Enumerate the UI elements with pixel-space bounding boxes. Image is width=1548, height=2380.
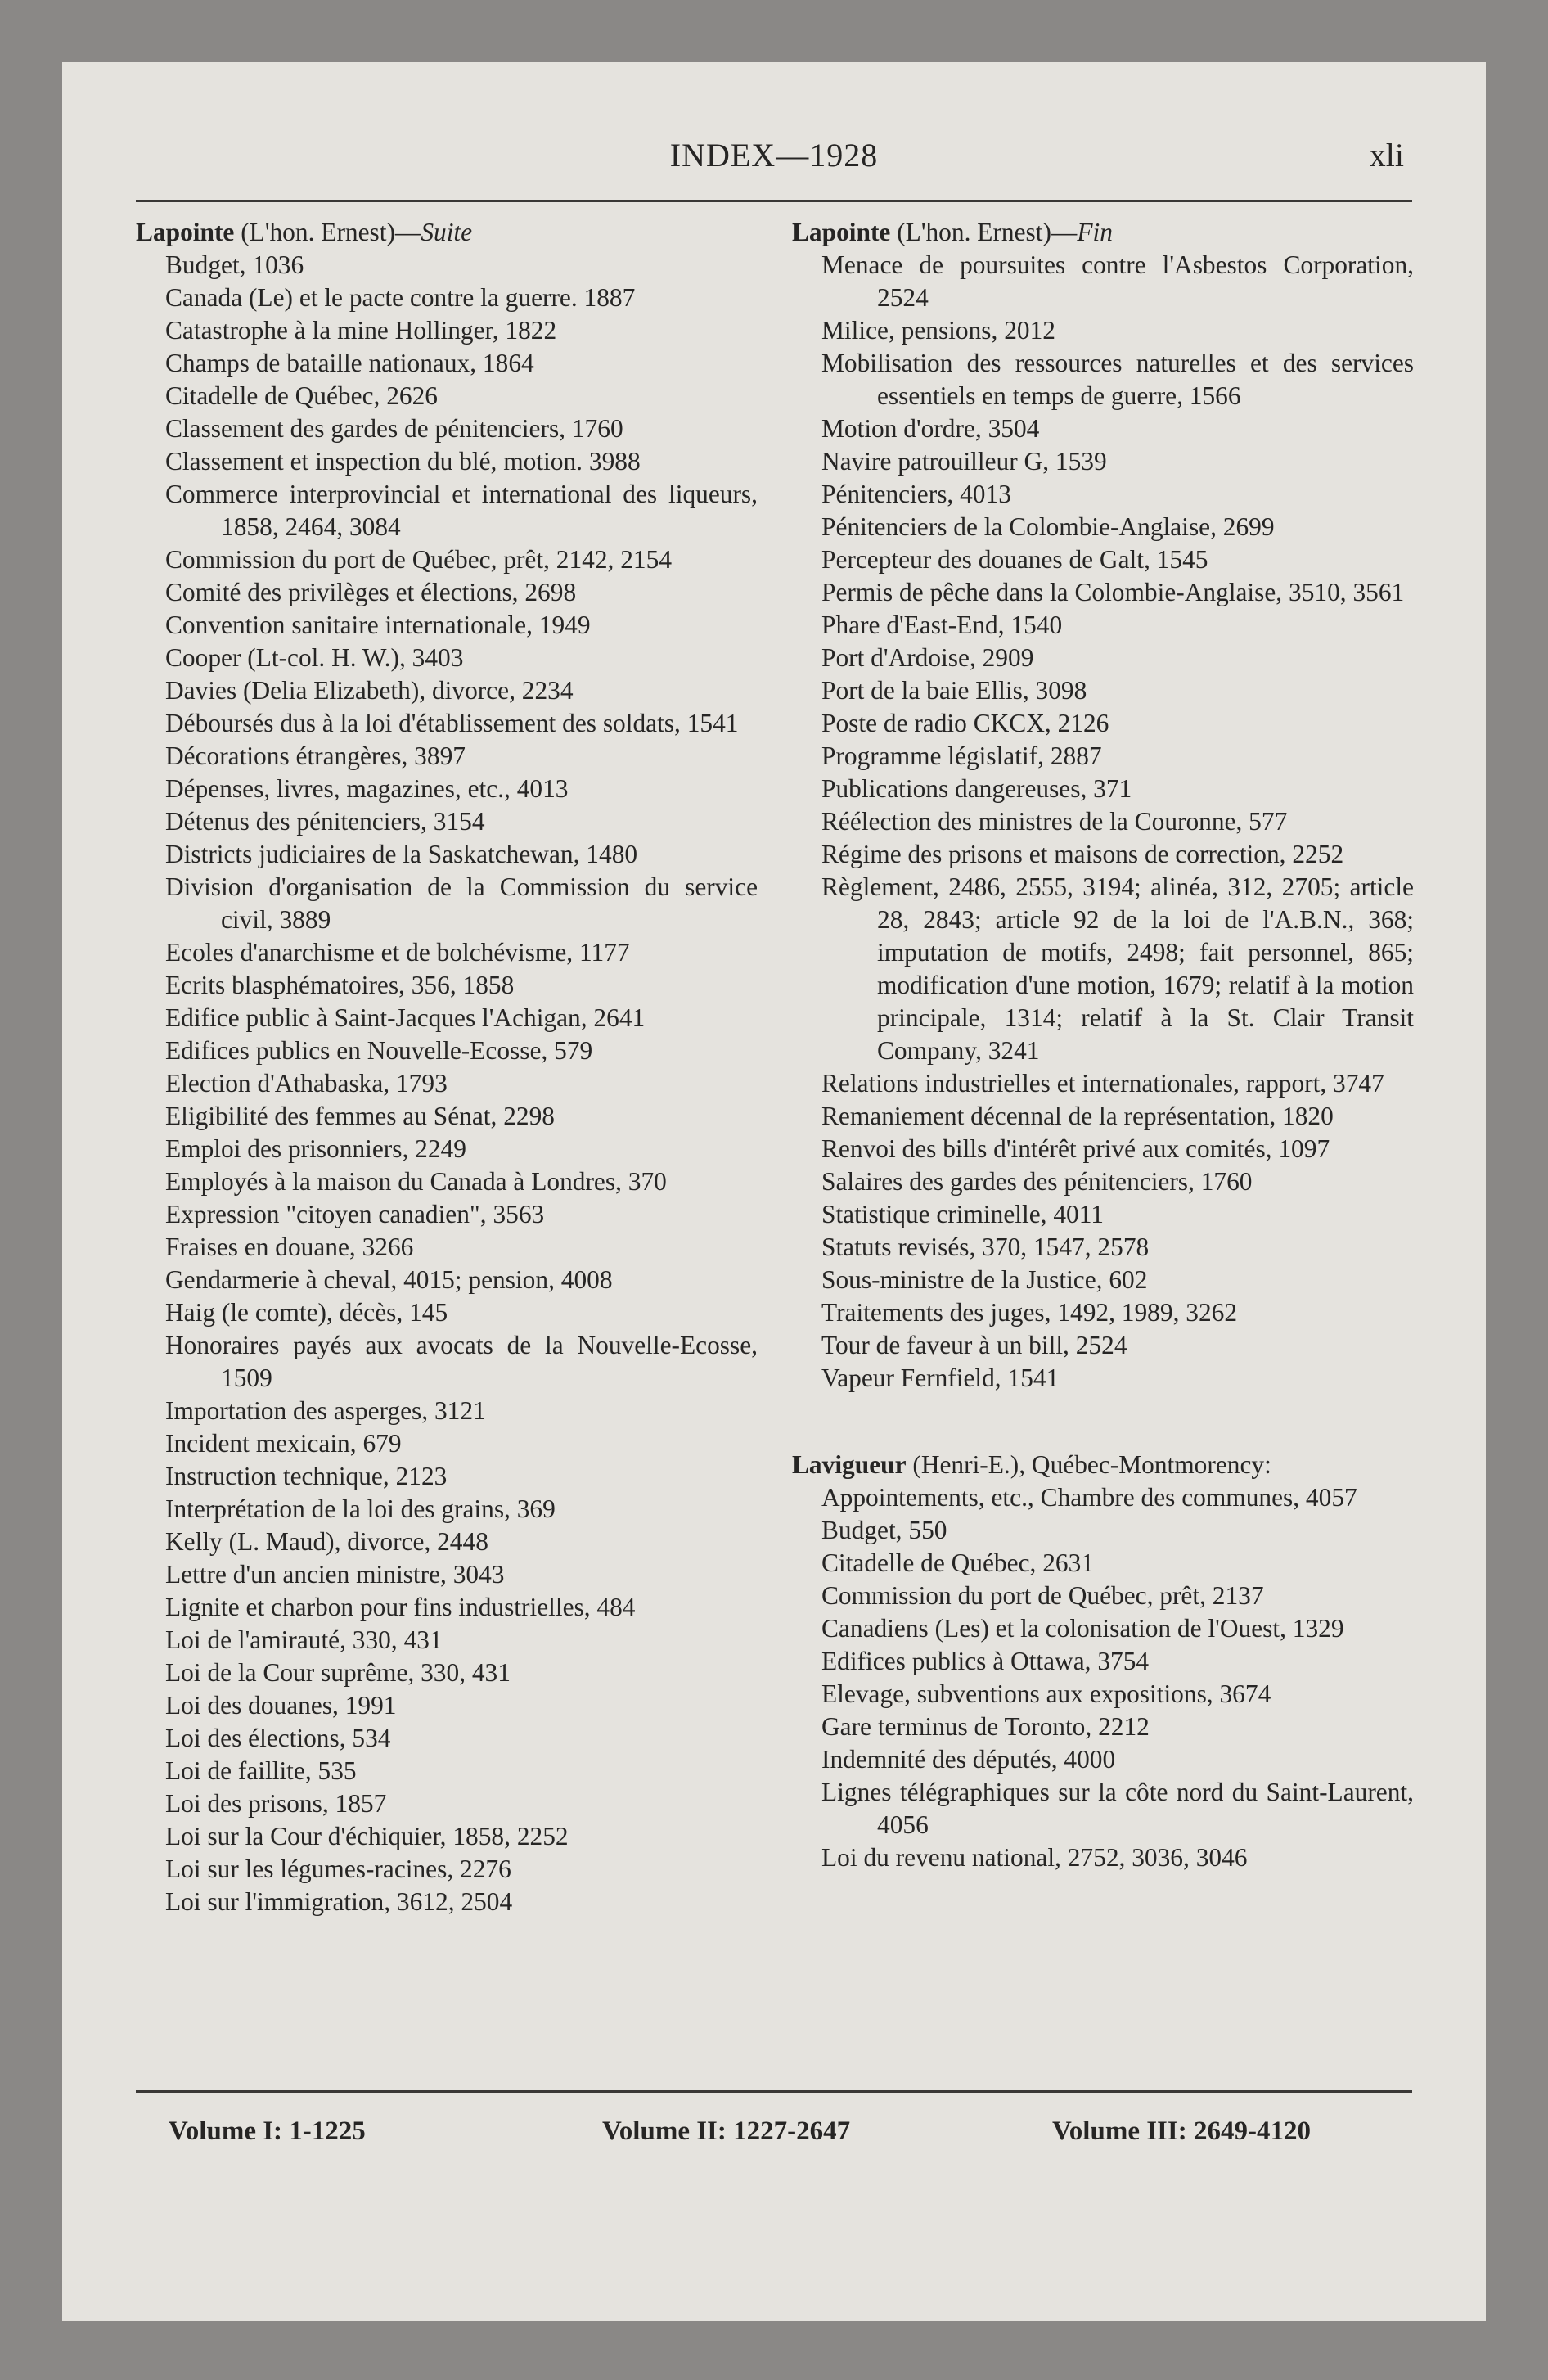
index-entry: Ecrits blasphématoires, 356, 1858: [165, 971, 515, 999]
index-entry: Interprétation de la loi des grains, 369: [165, 1494, 556, 1523]
index-entry: Elevage, subventions aux expositions, 3674: [821, 1679, 1271, 1708]
index-entry: Port d'Ardoise, 2909: [821, 643, 1034, 672]
index-entry: Mobilisation des ressources naturelles et des services essentiels en temps de guerre, 1566: [821, 349, 1414, 410]
index-entry: Loi des douanes, 1991: [165, 1691, 397, 1720]
heading-name: Lapointe: [792, 218, 891, 246]
index-entry: Poste de radio CKCX, 2126: [821, 709, 1109, 737]
index-entry: Loi sur la Cour d'échiquier, 1858, 2252: [165, 1822, 569, 1850]
index-entry: Tour de faveur à un bill, 2524: [821, 1331, 1127, 1359]
index-entry: Election d'Athabaska, 1793: [165, 1069, 448, 1098]
index-title: INDEX—1928: [669, 137, 879, 174]
index-entry: Loi sur les légumes-racines, 2276: [165, 1855, 511, 1883]
index-entry: Relations industrielles et internationales, rapport, 3747: [821, 1069, 1384, 1098]
index-entry: Appointements, etc., Chambre des communes, 4057: [821, 1483, 1357, 1512]
index-entry: Loi des élections, 534: [165, 1724, 391, 1752]
index-entry: Edifices publics en Nouvelle-Ecosse, 579: [165, 1036, 593, 1065]
right-entry-list: [792, 249, 1414, 1395]
index-entry: Importation des asperges, 3121: [165, 1396, 486, 1425]
heading-name: Lavigueur: [792, 1450, 907, 1479]
index-entry: Permis de pêche dans la Colombie-Anglaise, 3510, 3561: [821, 578, 1405, 606]
index-entry: Déboursés dus à la loi d'établissement des soldats, 1541: [165, 709, 739, 737]
index-entry: Gendarmerie à cheval, 4015; pension, 4008: [165, 1265, 613, 1294]
index-entry: Règlement, 2486, 2555, 3194; alinéa, 312, 2705; article 28, 2843; article 92 de la loi de l'A.B.N., 368; imputation de motifs, 2498; fait personnel, 865; modification d'une motion, 1679; relatif à la motion principale, 1314; relatif à la St. Clair Transit Company, 3241: [821, 872, 1414, 1065]
index-entry: Haig (le comte), décès, 145: [165, 1298, 448, 1327]
index-entry: Menace de poursuites contre l'Asbestos Corporation, 2524: [821, 250, 1414, 312]
index-entry: Port de la baie Ellis, 3098: [821, 676, 1087, 705]
index-entry: Traitements des juges, 1492, 1989, 3262: [821, 1298, 1238, 1327]
index-entry: Loi des prisons, 1857: [165, 1789, 387, 1818]
index-entry: Cooper (Lt-col. H. W.), 3403: [165, 643, 464, 672]
index-entry: Milice, pensions, 2012: [821, 316, 1055, 345]
heading-detail: (L'hon. Ernest)—: [890, 218, 1078, 246]
right-column: [792, 216, 1414, 1874]
index-entry: Division d'organisation de la Commission du service civil, 3889: [165, 872, 758, 934]
index-entry: Commission du port de Québec, prêt, 2137: [821, 1581, 1264, 1610]
index-entry: Emploi des prisonniers, 2249: [165, 1134, 466, 1163]
index-entry: Vapeur Fernfield, 1541: [821, 1364, 1060, 1392]
index-entry: Kelly (L. Maud), divorce, 2448: [165, 1527, 488, 1556]
heading-note: Suite: [421, 218, 473, 246]
index-entry: Edifice public à Saint-Jacques l'Achigan, 2641: [165, 1003, 646, 1032]
index-entry: Lettre d'un ancien ministre, 3043: [165, 1560, 505, 1589]
index-entry: Statistique criminelle, 4011: [821, 1200, 1104, 1228]
index-entry: Edifices publics à Ottawa, 3754: [821, 1647, 1150, 1675]
index-entry: Publications dangereuses, 371: [821, 774, 1132, 803]
index-entry: Honoraires payés aux avocats de la Nouvelle-Ecosse, 1509: [165, 1331, 758, 1392]
index-entry: Loi du revenu national, 2752, 3036, 3046: [821, 1843, 1248, 1872]
index-entry: Pénitenciers de la Colombie-Anglaise, 2699: [821, 512, 1275, 541]
index-entry: Navire patrouilleur G, 1539: [821, 447, 1107, 476]
index-entry: Renvoi des bills d'intérêt privé aux comités, 1097: [821, 1134, 1330, 1163]
index-entry: Dépenses, livres, magazines, etc., 4013: [165, 774, 569, 803]
index-entry: Programme législatif, 2887: [821, 741, 1102, 770]
index-entry: Lignite et charbon pour fins industrielles, 484: [165, 1593, 636, 1621]
index-entry: Percepteur des douanes de Galt, 1545: [821, 545, 1208, 574]
index-entry: Catastrophe à la mine Hollinger, 1822: [165, 316, 557, 345]
heading-detail: (Henri-E.), Québec-Montmorency:: [906, 1450, 1271, 1479]
right-heading: [792, 216, 1414, 249]
index-entry: Pénitenciers, 4013: [821, 480, 1011, 508]
page-number: xli: [1369, 137, 1404, 174]
index-entry: Instruction technique, 2123: [165, 1462, 448, 1490]
index-entry: Districts judiciaires de la Saskatchewan, 1480: [165, 840, 638, 868]
volume-3-range: Volume III: 2649-4120: [1052, 2116, 1311, 2146]
index-entry: Loi de la Cour suprême, 330, 431: [165, 1658, 511, 1687]
index-entry: Commerce interprovincial et international des liqueurs, 1858, 2464, 3084: [165, 480, 758, 541]
index-entry: Ecoles d'anarchisme et de bolchévisme, 1177: [165, 938, 630, 967]
index-page: [62, 62, 1486, 2321]
index-entry: Classement des gardes de pénitenciers, 1760: [165, 414, 623, 443]
index-entry: Gare terminus de Toronto, 2212: [821, 1712, 1150, 1741]
index-entry: Détenus des pénitenciers, 3154: [165, 807, 485, 836]
index-entry: Statuts revisés, 370, 1547, 2578: [821, 1233, 1150, 1261]
right-entry-list-2: [792, 1481, 1414, 1874]
running-header: [136, 136, 1412, 185]
index-entry: Expression "citoyen canadien", 3563: [165, 1200, 545, 1228]
index-entry: Motion d'ordre, 3504: [821, 414, 1040, 443]
index-entry: Davies (Delia Elizabeth), divorce, 2234: [165, 676, 574, 705]
volume-2-range: Volume II: 1227-2647: [602, 2116, 851, 2146]
volume-1-range: Volume I: 1-1225: [169, 2116, 366, 2146]
left-heading: [136, 216, 758, 249]
index-entry: Classement et inspection du blé, motion. 3988: [165, 447, 641, 476]
heading-note: Fin: [1077, 218, 1113, 246]
index-entry: Fraises en douane, 3266: [165, 1233, 414, 1261]
heading-detail: (L'hon. Ernest)—: [234, 218, 421, 246]
index-entry: Loi de faillite, 535: [165, 1756, 357, 1785]
index-entry: Budget, 1036: [165, 250, 304, 279]
index-entry: Convention sanitaire internationale, 1949: [165, 611, 591, 639]
index-entry: Canada (Le) et le pacte contre la guerre. 1887: [165, 283, 636, 312]
section-gap: [792, 1395, 1414, 1449]
index-entry: Employés à la maison du Canada à Londres, 370: [165, 1167, 667, 1196]
index-entry: Lignes télégraphiques sur la côte nord du Saint-Laurent, 4056: [821, 1778, 1414, 1839]
index-entry: Loi sur l'immigration, 3612, 2504: [165, 1887, 513, 1916]
index-entry: Eligibilité des femmes au Sénat, 2298: [165, 1102, 555, 1130]
footer-rule: [136, 2090, 1412, 2093]
index-entry: Incident mexicain, 679: [165, 1429, 402, 1458]
heading-name: Lapointe: [136, 218, 235, 246]
index-entry: Comité des privilèges et élections, 2698: [165, 578, 577, 606]
index-entry: Canadiens (Les) et la colonisation de l'Ouest, 1329: [821, 1614, 1344, 1643]
left-column: [136, 216, 758, 1918]
index-entry: Réélection des ministres de la Couronne, 577: [821, 807, 1288, 836]
index-entry: Citadelle de Québec, 2626: [165, 381, 438, 410]
index-entry: Commission du port de Québec, prêt, 2142, 2154: [165, 545, 673, 574]
index-entry: Sous-ministre de la Justice, 602: [821, 1265, 1148, 1294]
index-entry: Phare d'East-End, 1540: [821, 611, 1063, 639]
header-rule: [136, 200, 1412, 202]
index-entry: Budget, 550: [821, 1516, 947, 1544]
index-entry: Remaniement décennal de la représentation, 1820: [821, 1102, 1334, 1130]
index-entry: Régime des prisons et maisons de correction, 2252: [821, 840, 1344, 868]
index-entry: Citadelle de Québec, 2631: [821, 1548, 1094, 1577]
index-entry: Loi de l'amirauté, 330, 431: [165, 1625, 443, 1654]
left-entry-list: [136, 249, 758, 1918]
right-heading-2: [792, 1449, 1414, 1481]
index-entry: Décorations étrangères, 3897: [165, 741, 466, 770]
index-entry: Salaires des gardes des pénitenciers, 1760: [821, 1167, 1253, 1196]
index-entry: Indemnité des députés, 4000: [821, 1745, 1116, 1774]
index-entry: Champs de bataille nationaux, 1864: [165, 349, 534, 377]
